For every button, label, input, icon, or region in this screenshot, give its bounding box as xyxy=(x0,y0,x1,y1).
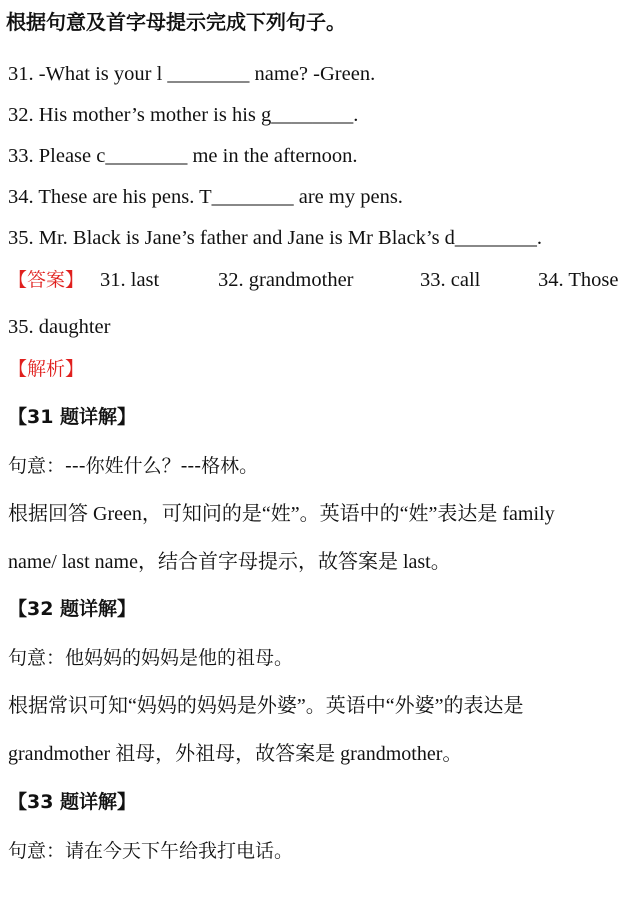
answer-34: 34. Those xyxy=(538,269,619,291)
q31-explanation-line-1: 根据回答 Green，可知问的是“姓”。英语中的“姓”表达是 family xyxy=(8,503,555,525)
q32-explanation-line-1: 根据常识可知“妈妈的妈妈是外婆”。英语中“外婆”的表达是 xyxy=(8,695,524,717)
question-33: 33. Please c________ me in the afternoon. xyxy=(8,145,358,167)
question-32: 32. His mother’s mother is his g________. xyxy=(8,104,359,126)
q31-heading: 【31 题详解】 xyxy=(8,406,137,428)
answer-row xyxy=(8,268,638,294)
q31-explanation-line-2: name/ last name，结合首字母提示，故答案是 last。 xyxy=(8,551,451,573)
answer-32: 32. grandmother xyxy=(218,269,354,291)
answer-31: 31. last xyxy=(100,269,160,291)
q32-explanation-line-2: grandmother 祖母，外祖母，故答案是 grandmother。 xyxy=(8,743,463,765)
question-34: 34. These are his pens. T________ are my pens. xyxy=(8,186,403,208)
answer-label: 【答案】 xyxy=(8,269,85,291)
q33-meaning: 句意：请在今天下午给我打电话。 xyxy=(8,840,294,862)
q32-heading: 【32 题详解】 xyxy=(8,598,137,620)
exercise-title: 根据句意及首字母提示完成下列句子。 xyxy=(6,10,346,34)
q31-meaning: 句意：---你姓什么？---格林。 xyxy=(8,455,259,477)
question-31: 31. -What is your l ________ name? -Green. xyxy=(8,63,376,85)
q33-heading: 【33 题详解】 xyxy=(8,791,137,813)
q32-meaning: 句意：他妈妈的妈妈是他的祖母。 xyxy=(8,647,294,669)
analysis-label: 【解析】 xyxy=(8,358,85,380)
answer-35: 35. daughter xyxy=(8,316,111,338)
answer-33: 33. call xyxy=(420,269,481,291)
question-35: 35. Mr. Black is Jane’s father and Jane is Mr Black’s d________. xyxy=(8,227,543,249)
